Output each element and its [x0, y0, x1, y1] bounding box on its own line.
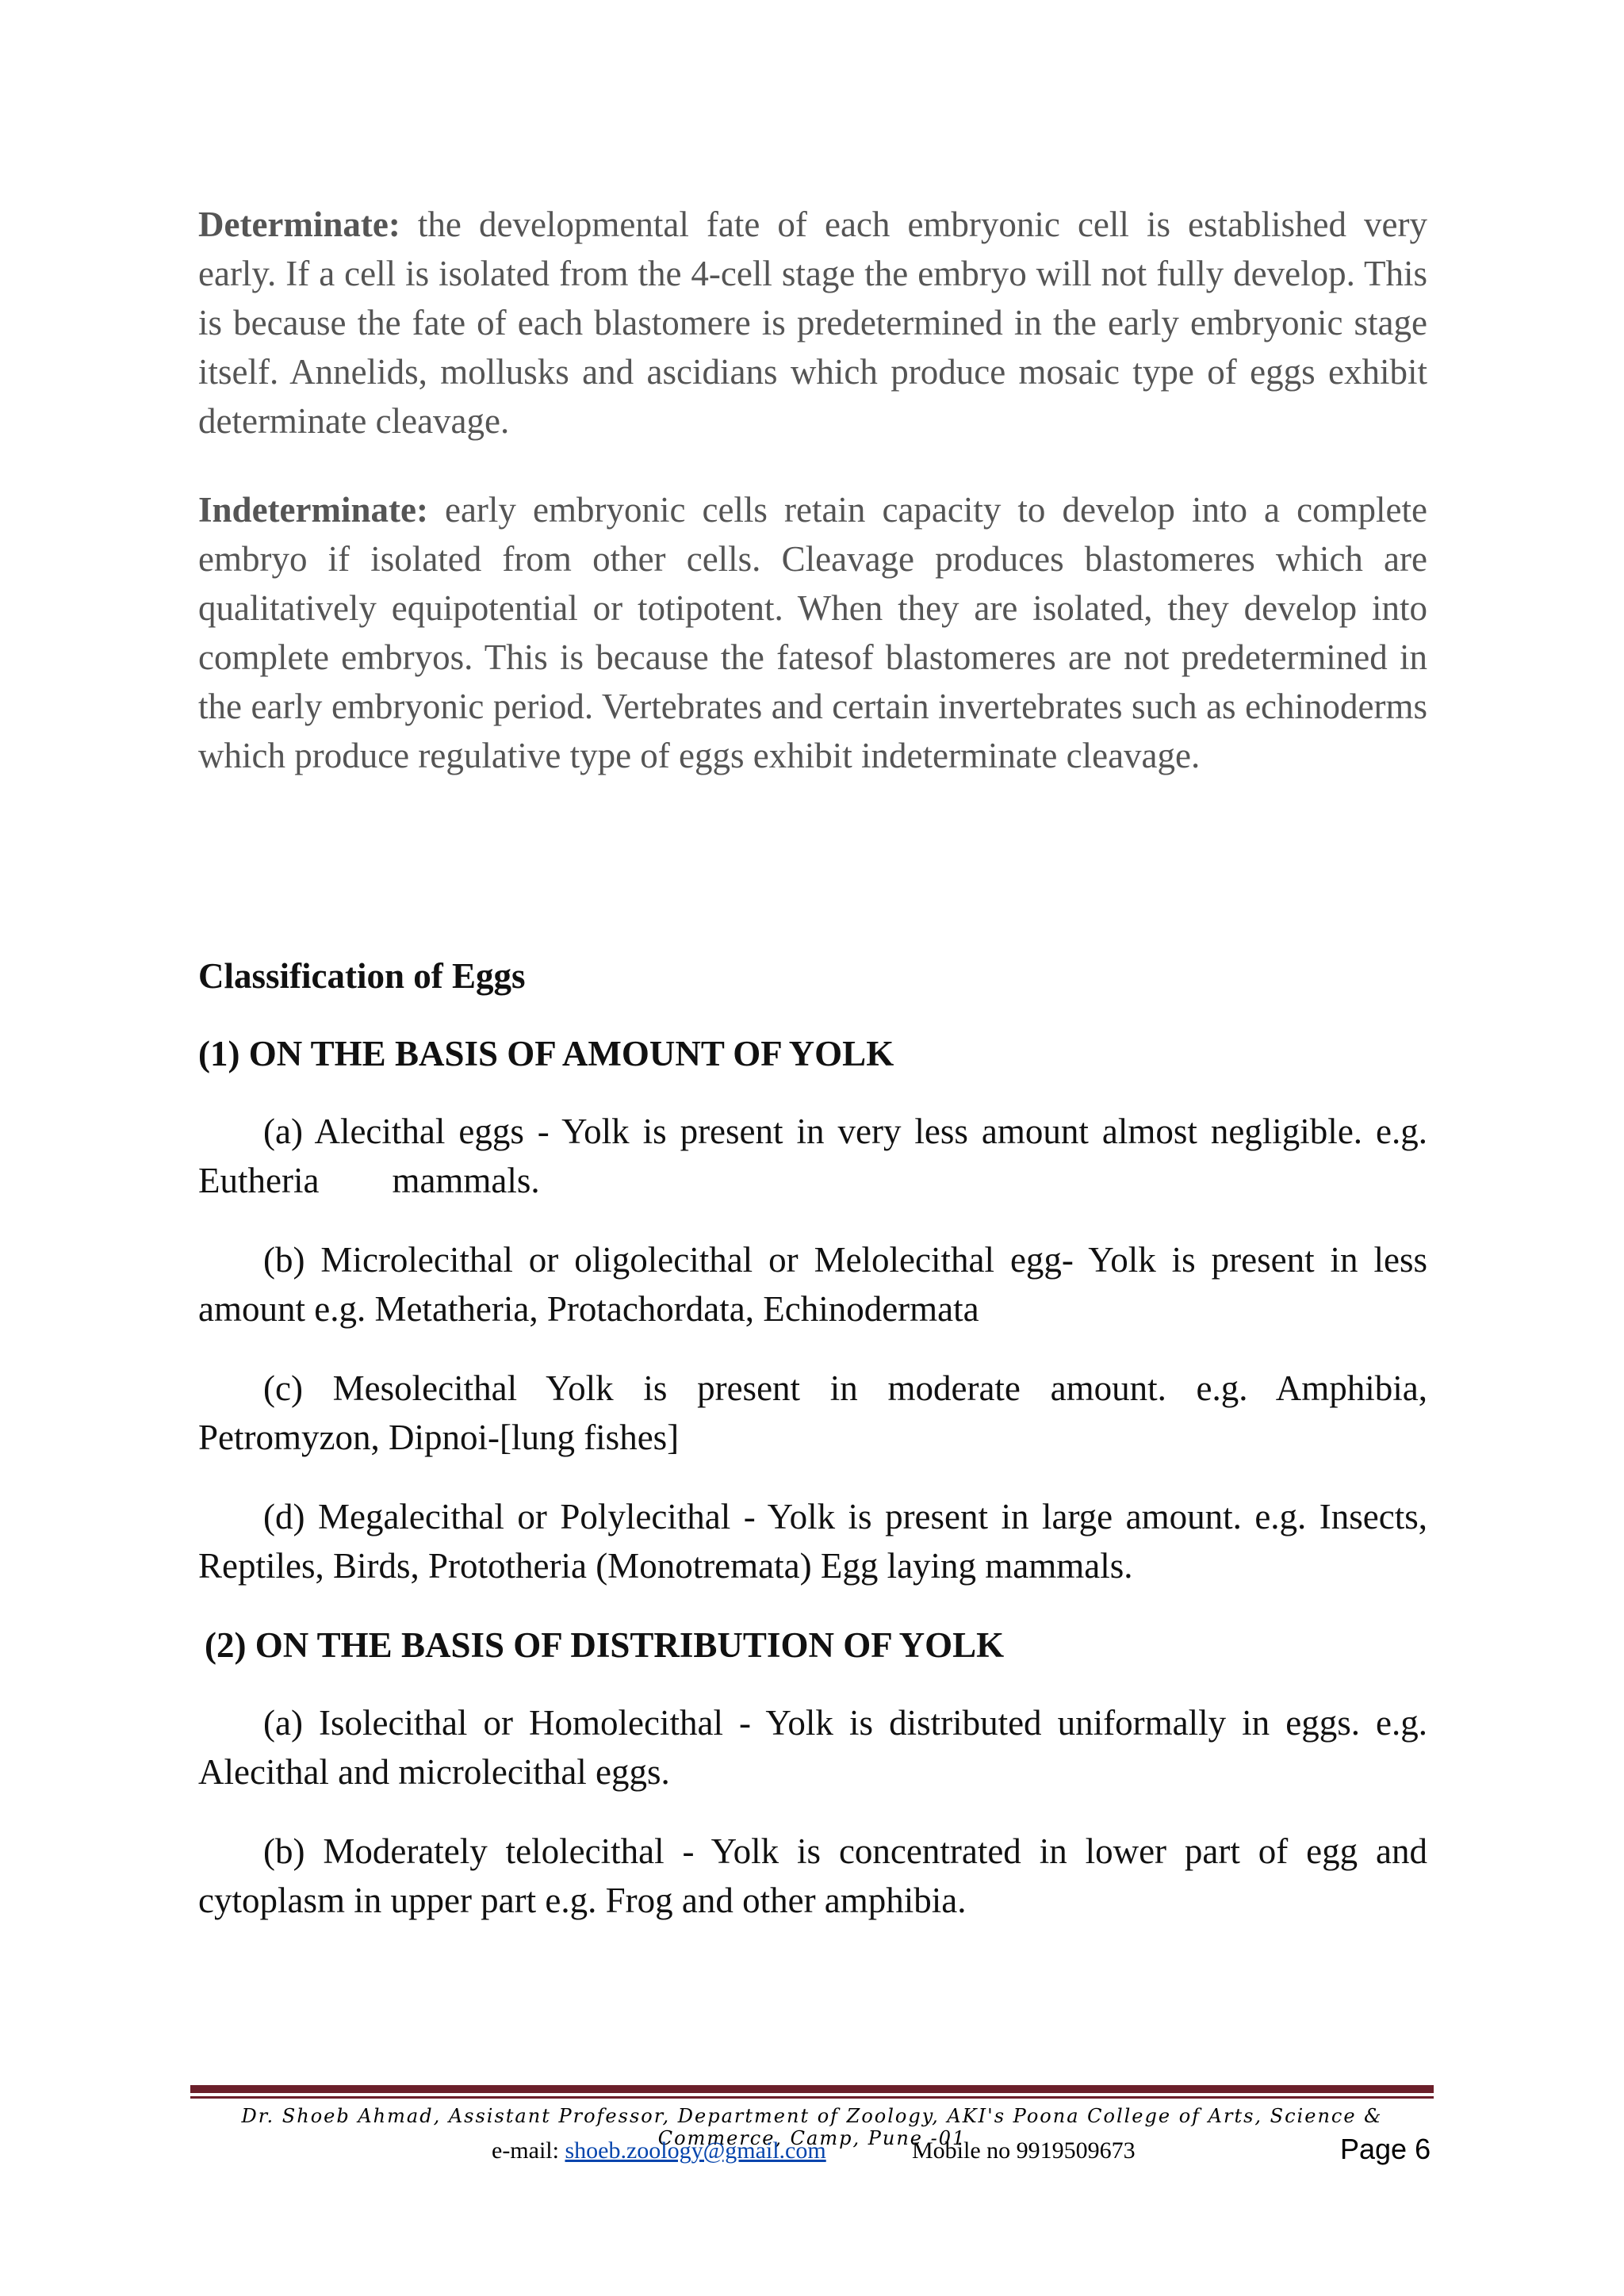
email-link[interactable]: shoeb.zoology@gmail.com [565, 2137, 826, 2164]
email-label: e-mail: [492, 2137, 565, 2164]
determinate-term: Determinate: [198, 205, 400, 244]
determinate-paragraph [198, 200, 1427, 446]
footer-email-line [492, 2137, 826, 2164]
indeterminate-text: early embryonic cells retain capacity to develop into a complete embryo if isolated from other cells. Cleavage produces blastomeres which are qualitatively equipotential or totipotent. When they are isolated, they develop into complete embryos. This is because the fatesof blastomeres are not predetermined in the early embryonic period. Vertebrates and certain invertebrates such as echinoderms which produce regulative type of eggs exhibit indeterminate cleavage. [198, 490, 1427, 775]
indeterminate-paragraph [198, 485, 1427, 780]
indeterminate-term: Indeterminate: [198, 490, 428, 530]
footer-mobile: Mobile no 9919509673 [912, 2137, 1136, 2164]
section1-item-b: (b) Microlecithal or oligolecithal or Melolecithal egg- Yolk is present in less amount e.g. Metatheria, Protachordata, Echinodermata [198, 1240, 1427, 1329]
section1-item-c: (c) Mesolecithal Yolk is present in moderate amount. e.g. Amphibia, Petromyzon, Dipnoi-[lung fishes] [198, 1368, 1427, 1457]
section1-item-a-text: (a) Alecithal eggs - Yolk is present in very less amount almost negligible. e.g. Eutheria [198, 1112, 1427, 1200]
section2-item-a: (a) Isolecithal or Homolecithal - Yolk is distributed uniformally in eggs. e.g. Alecithal and microlecithal eggs. [198, 1703, 1427, 1792]
section1-heading: (1) ON THE BASIS OF AMOUNT OF YOLK [198, 1034, 894, 1073]
section2-heading: (2) ON THE BASIS OF DISTRIBUTION OF YOLK [205, 1625, 1005, 1665]
footer-divider-thick [190, 2085, 1434, 2093]
section2-item-b: (b) Moderately telolecithal - Yolk is concentrated in lower part of egg and cytoplasm in upper part e.g. Frog and other amphibia. [198, 1831, 1427, 1920]
footer-divider-thin [190, 2096, 1434, 2099]
section1-item-d: (d) Megalecithal or Polylecithal - Yolk is present in large amount. e.g. Insects, Reptiles, Birds, Prototheria (Monotremata) Egg laying mammals. [198, 1497, 1427, 1586]
footer-credit: Dr. Shoeb Ahmad, Assistant Professor, Department of Zoology, AKI's Poona College of Arts, Science & Commerce, Camp, Pune -01 [241, 2105, 1383, 2149]
section1-item-a [198, 1107, 1427, 1205]
section1-item-a-tail: mammals. [392, 1161, 540, 1200]
determinate-text: the developmental fate of each embryonic cell is established very early. If a cell is isolated from the 4-cell stage the embryo will not fully develop. This is because the fate of each blastomere is predetermined in the early embryonic stage itself. Annelids, mollusks and ascidians which produce mosaic type of eggs exhibit determinate cleavage. [198, 205, 1427, 441]
classification-title: Classification of Eggs [198, 956, 526, 996]
page-number: Page 6 [1340, 2133, 1431, 2165]
